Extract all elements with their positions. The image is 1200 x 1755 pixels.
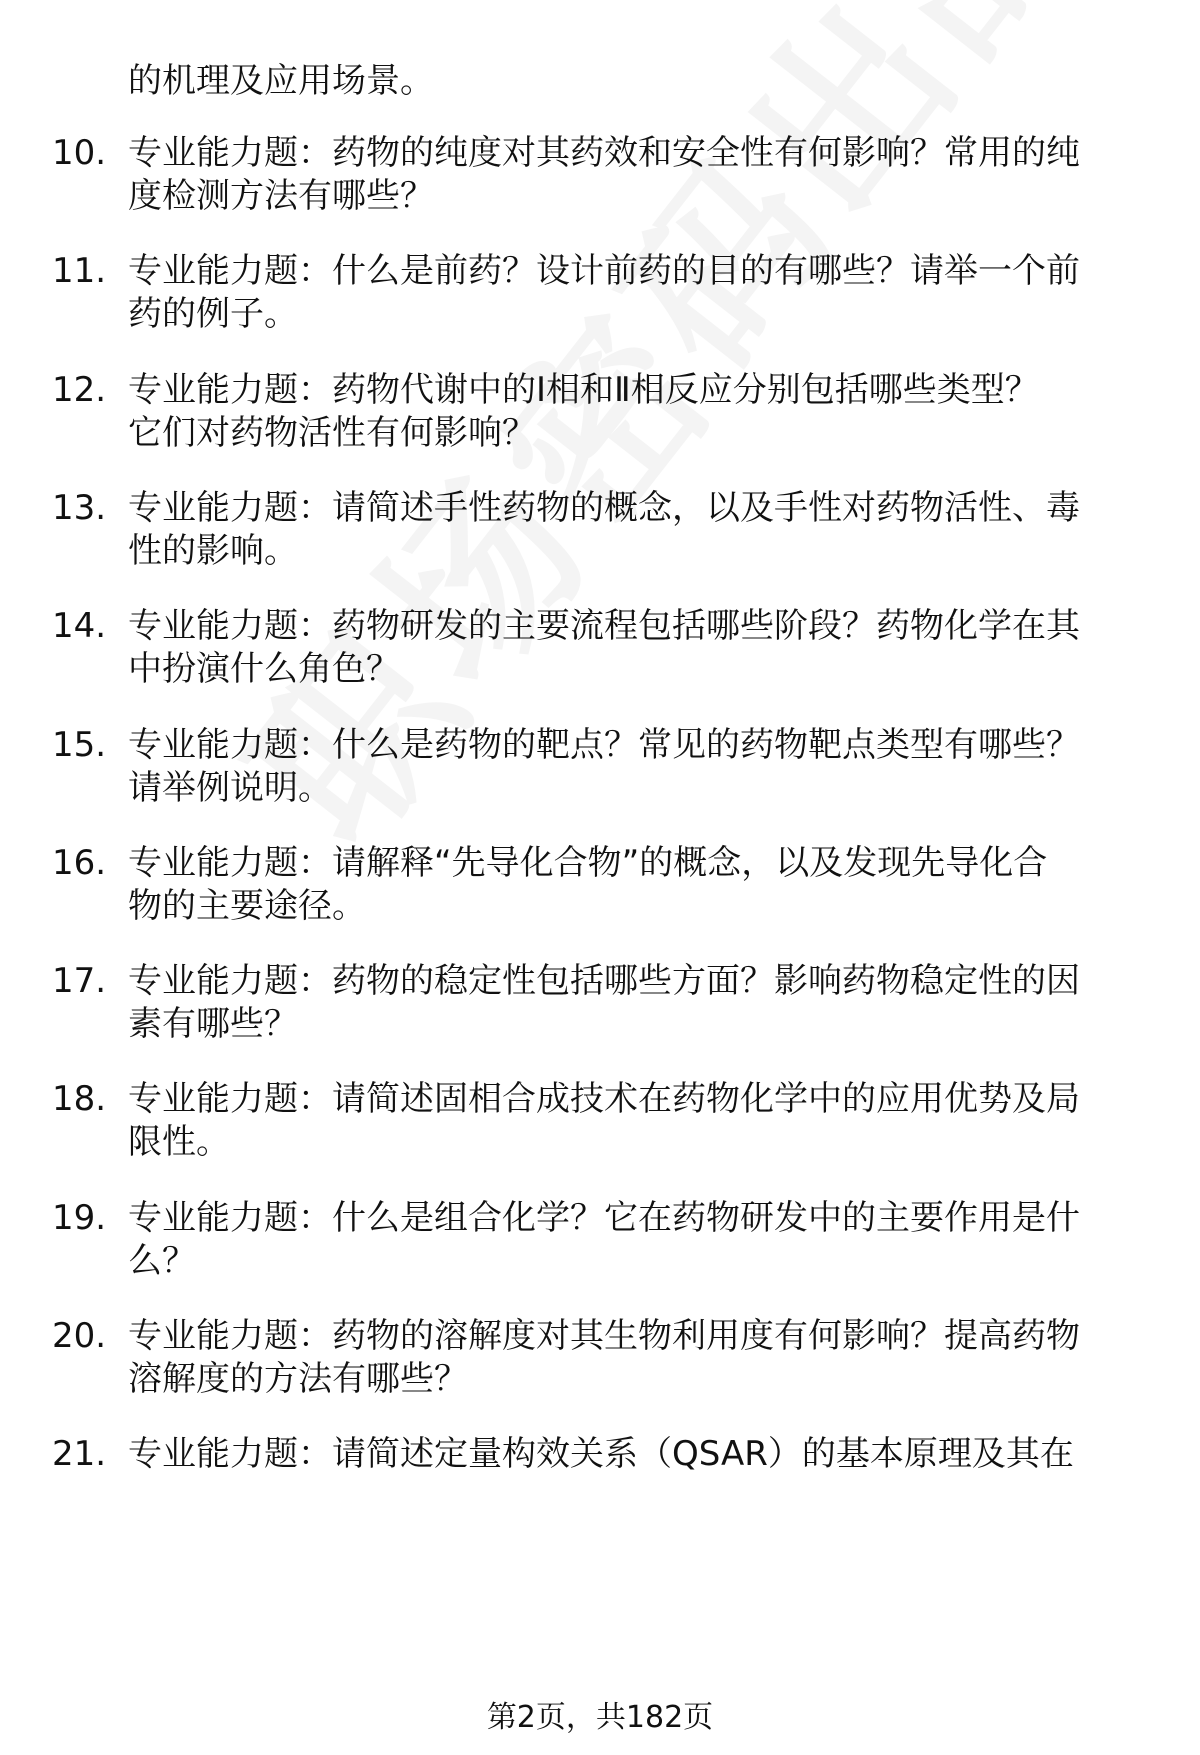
question-text-continued: 它们对药物活性有何影响？ [128,413,536,453]
question-text-continued: 性的影响。 [128,531,298,571]
question-number: 17. [52,961,107,1001]
question-text: 专业能力题：药物研发的主要流程包括哪些阶段？药物化学在其 [128,606,1080,646]
page-footer: 第2页，共182页 [486,1700,714,1735]
question-text-continued: 请举例说明。 [128,768,332,808]
question-text: 专业能力题：什么是前药？设计前药的目的有哪些？请举一个前 [128,251,1080,291]
question-text: 专业能力题：药物的稳定性包括哪些方面？影响药物稳定性的因 [128,961,1080,1001]
question-text: 专业能力题：请简述固相合成技术在药物化学中的应用优势及局 [128,1079,1080,1119]
question-text-continued: 限性。 [128,1122,230,1162]
question-text-continued: 物的主要途径。 [128,886,366,926]
question-number: 12. [52,370,107,410]
question-text: 专业能力题：药物代谢中的Ⅰ相和Ⅱ相反应分别包括哪些类型？ [128,370,1039,410]
question-text-continued: 么？ [128,1241,196,1281]
question-number: 16. [52,843,107,883]
question-text-continued: 溶解度的方法有哪些？ [128,1359,468,1399]
question-text: 专业能力题：请简述手性药物的概念，以及手性对药物活性、毒 [128,488,1080,528]
question-text: 专业能力题：请解释“先导化合物”的概念，以及发现先导化合 [128,843,1048,883]
question-text: 专业能力题：药物的溶解度对其生物利用度有何影响？提高药物 [128,1316,1080,1356]
question-number: 18. [52,1079,107,1119]
continuation-text: 的机理及应用场景。 [128,61,434,101]
question-number: 10. [52,133,107,173]
question-number: 20. [52,1316,107,1356]
question-text-continued: 度检测方法有哪些？ [128,176,434,216]
question-text-continued: 中扮演什么角色？ [128,649,400,689]
question-number: 14. [52,606,107,646]
question-number: 15. [52,725,107,765]
question-number: 19. [52,1198,107,1238]
question-text: 专业能力题：药物的纯度对其药效和安全性有何影响？常用的纯 [128,133,1080,173]
question-text: 专业能力题：什么是组合化学？它在药物研发中的主要作用是什 [128,1198,1080,1238]
question-number: 13. [52,488,107,528]
question-text: 专业能力题：请简述定量构效关系（QSAR）的基本原理及其在 [128,1434,1074,1474]
question-number: 21. [52,1434,107,1474]
question-text-continued: 素有哪些？ [128,1004,298,1044]
question-text: 专业能力题：什么是药物的靶点？常见的药物靶点类型有哪些？ [128,725,1080,765]
question-text-continued: 药的例子。 [128,294,298,334]
question-number: 11. [52,251,107,291]
